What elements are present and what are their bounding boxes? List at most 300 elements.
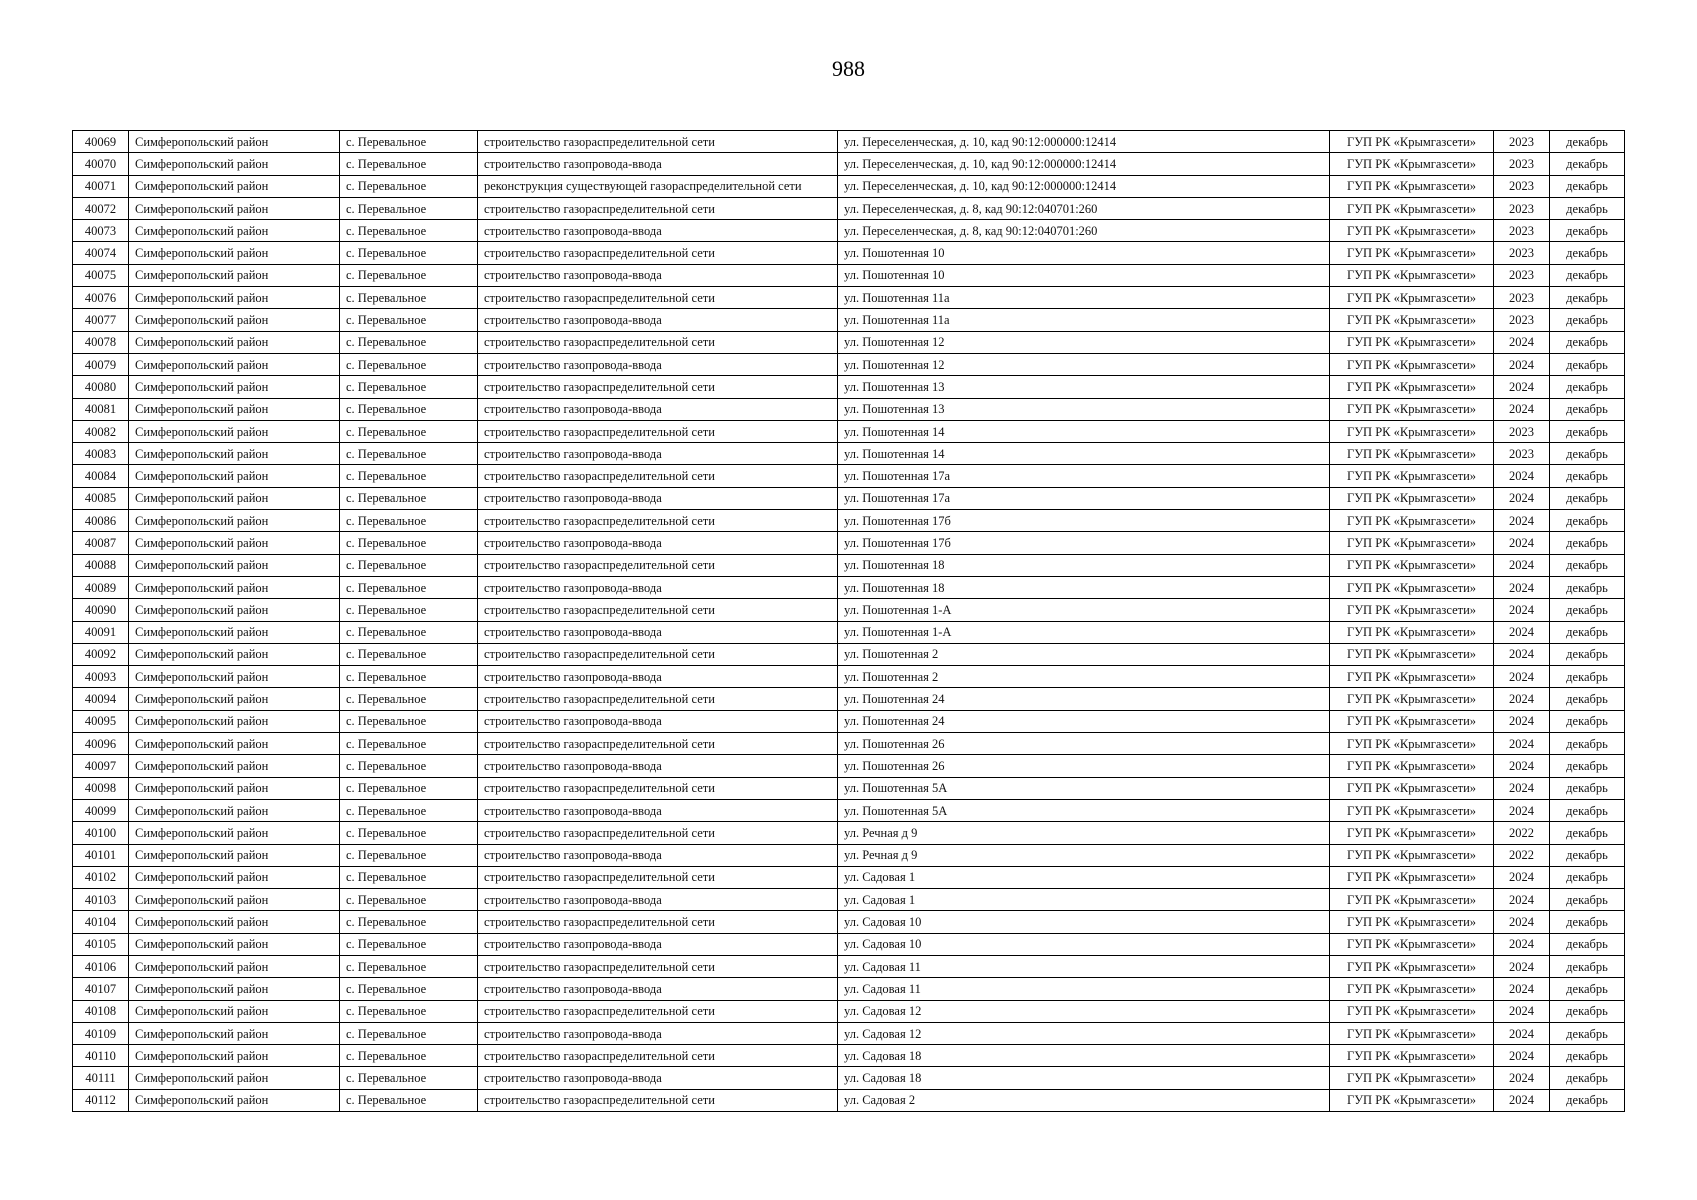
cell-year: 2024 [1494,331,1550,353]
cell-district: Симферопольский район [129,1067,340,1089]
cell-locality: с. Перевальное [340,599,478,621]
cell-address: ул. Пошотенная 14 [838,420,1330,442]
table-row [73,822,1625,844]
cell-month: декабрь [1550,844,1625,866]
cell-address: ул. Пошотенная 24 [838,710,1330,732]
cell-work-type: строительство газораспределительной сети [478,955,838,977]
cell-address: ул. Пошотенная 13 [838,398,1330,420]
cell-number: 40101 [73,844,129,866]
cell-work-type: строительство газораспределительной сети [478,510,838,532]
cell-work-type: строительство газораспределительной сети [478,1000,838,1022]
table-row [73,1000,1625,1022]
cell-organization: ГУП РК «Крымгазсети» [1330,621,1494,643]
cell-district: Симферопольский район [129,353,340,375]
cell-year: 2024 [1494,487,1550,509]
table-row [73,710,1625,732]
cell-organization: ГУП РК «Крымгазсети» [1330,465,1494,487]
cell-address: ул. Переселенческая, д. 10, кад 90:12:000000:12414 [838,175,1330,197]
table-row [73,376,1625,398]
cell-organization: ГУП РК «Крымгазсети» [1330,220,1494,242]
cell-organization: ГУП РК «Крымгазсети» [1330,197,1494,219]
cell-locality: с. Перевальное [340,420,478,442]
cell-month: декабрь [1550,1089,1625,1111]
cell-address: ул. Садовая 11 [838,978,1330,1000]
table-row [73,242,1625,264]
cell-year: 2023 [1494,420,1550,442]
cell-year: 2024 [1494,755,1550,777]
cell-month: декабрь [1550,554,1625,576]
cell-year: 2022 [1494,822,1550,844]
cell-month: декабрь [1550,933,1625,955]
cell-address: ул. Садовая 12 [838,1022,1330,1044]
cell-month: декабрь [1550,1000,1625,1022]
cell-year: 2024 [1494,621,1550,643]
table-row [73,777,1625,799]
cell-work-type: реконструкция существующей газораспределительной сети [478,175,838,197]
table-row [73,420,1625,442]
cell-month: декабрь [1550,822,1625,844]
cell-year: 2024 [1494,933,1550,955]
cell-year: 2024 [1494,866,1550,888]
cell-address: ул. Пошотенная 24 [838,688,1330,710]
cell-district: Симферопольский район [129,465,340,487]
cell-district: Симферопольский район [129,933,340,955]
cell-organization: ГУП РК «Крымгазсети» [1330,175,1494,197]
cell-district: Симферопольский район [129,331,340,353]
cell-locality: с. Перевальное [340,331,478,353]
cell-number: 40098 [73,777,129,799]
cell-district: Симферопольский район [129,220,340,242]
cell-work-type: строительство газопровода-ввода [478,532,838,554]
cell-organization: ГУП РК «Крымгазсети» [1330,353,1494,375]
cell-district: Симферопольский район [129,242,340,264]
cell-year: 2024 [1494,978,1550,1000]
cell-address: ул. Пошотенная 17б [838,510,1330,532]
cell-address: ул. Пошотенная 26 [838,755,1330,777]
cell-work-type: строительство газораспределительной сети [478,376,838,398]
cell-number: 40090 [73,599,129,621]
cell-organization: ГУП РК «Крымгазсети» [1330,844,1494,866]
cell-district: Симферопольский район [129,866,340,888]
cell-district: Симферопольский район [129,955,340,977]
cell-organization: ГУП РК «Крымгазсети» [1330,309,1494,331]
cell-month: декабрь [1550,353,1625,375]
cell-organization: ГУП РК «Крымгазсети» [1330,710,1494,732]
registry-table-body [73,131,1625,1112]
cell-year: 2023 [1494,242,1550,264]
cell-organization: ГУП РК «Крымгазсети» [1330,733,1494,755]
cell-month: декабрь [1550,175,1625,197]
cell-locality: с. Перевальное [340,822,478,844]
cell-locality: с. Перевальное [340,220,478,242]
cell-organization: ГУП РК «Крымгазсети» [1330,978,1494,1000]
cell-month: декабрь [1550,955,1625,977]
cell-address: ул. Пошотенная 12 [838,331,1330,353]
table-row [73,688,1625,710]
cell-address: ул. Пошотенная 26 [838,733,1330,755]
cell-organization: ГУП РК «Крымгазсети» [1330,554,1494,576]
cell-address: ул. Садовая 1 [838,889,1330,911]
cell-district: Симферопольский район [129,153,340,175]
table-row [73,576,1625,598]
cell-number: 40107 [73,978,129,1000]
cell-organization: ГУП РК «Крымгазсети» [1330,443,1494,465]
cell-locality: с. Перевальное [340,621,478,643]
cell-year: 2024 [1494,510,1550,532]
cell-work-type: строительство газораспределительной сети [478,465,838,487]
cell-district: Симферопольский район [129,889,340,911]
cell-address: ул. Пошотенная 17а [838,465,1330,487]
cell-locality: с. Перевальное [340,443,478,465]
table-row [73,175,1625,197]
cell-organization: ГУП РК «Крымгазсети» [1330,599,1494,621]
cell-year: 2024 [1494,576,1550,598]
cell-month: декабрь [1550,220,1625,242]
cell-year: 2024 [1494,889,1550,911]
cell-month: декабрь [1550,510,1625,532]
table-row [73,799,1625,821]
cell-month: декабрь [1550,465,1625,487]
cell-address: ул. Переселенческая, д. 10, кад 90:12:000000:12414 [838,153,1330,175]
cell-address: ул. Садовая 10 [838,911,1330,933]
table-row [73,353,1625,375]
cell-locality: с. Перевальное [340,353,478,375]
cell-organization: ГУП РК «Крымгазсети» [1330,1067,1494,1089]
table-row [73,643,1625,665]
cell-number: 40070 [73,153,129,175]
cell-work-type: строительство газопровода-ввода [478,889,838,911]
cell-locality: с. Перевальное [340,777,478,799]
table-row [73,978,1625,1000]
cell-organization: ГУП РК «Крымгазсети» [1330,1089,1494,1111]
cell-work-type: строительство газораспределительной сети [478,1045,838,1067]
cell-organization: ГУП РК «Крымгазсети» [1330,242,1494,264]
cell-month: декабрь [1550,532,1625,554]
cell-locality: с. Перевальное [340,287,478,309]
cell-organization: ГУП РК «Крымгазсети» [1330,1022,1494,1044]
cell-work-type: строительство газопровода-ввода [478,309,838,331]
table-row [73,487,1625,509]
cell-district: Симферопольский район [129,978,340,1000]
cell-number: 40106 [73,955,129,977]
cell-number: 40095 [73,710,129,732]
cell-number: 40077 [73,309,129,331]
cell-locality: с. Перевальное [340,978,478,1000]
cell-district: Симферопольский район [129,755,340,777]
cell-address: ул. Пошотенная 1-А [838,599,1330,621]
cell-work-type: строительство газораспределительной сети [478,599,838,621]
cell-locality: с. Перевальное [340,153,478,175]
cell-month: декабрь [1550,1067,1625,1089]
cell-address: ул. Пошотенная 17а [838,487,1330,509]
cell-district: Симферопольский район [129,131,340,153]
table-row [73,621,1625,643]
cell-number: 40076 [73,287,129,309]
cell-year: 2024 [1494,643,1550,665]
cell-month: декабрь [1550,777,1625,799]
cell-organization: ГУП РК «Крымгазсети» [1330,799,1494,821]
cell-number: 40085 [73,487,129,509]
cell-month: декабрь [1550,1045,1625,1067]
cell-address: ул. Пошотенная 2 [838,666,1330,688]
cell-district: Симферопольский район [129,911,340,933]
cell-district: Симферопольский район [129,643,340,665]
cell-number: 40103 [73,889,129,911]
cell-month: декабрь [1550,666,1625,688]
table-row [73,309,1625,331]
cell-locality: с. Перевальное [340,710,478,732]
cell-organization: ГУП РК «Крымгазсети» [1330,287,1494,309]
cell-organization: ГУП РК «Крымгазсети» [1330,398,1494,420]
cell-address: ул. Пошотенная 10 [838,242,1330,264]
cell-month: декабрь [1550,420,1625,442]
cell-district: Симферопольский район [129,1089,340,1111]
cell-number: 40084 [73,465,129,487]
cell-year: 2024 [1494,353,1550,375]
table-row [73,510,1625,532]
cell-organization: ГУП РК «Крымгазсети» [1330,955,1494,977]
cell-locality: с. Перевальное [340,688,478,710]
cell-year: 2024 [1494,532,1550,554]
cell-year: 2024 [1494,710,1550,732]
cell-number: 40083 [73,443,129,465]
cell-year: 2024 [1494,955,1550,977]
cell-year: 2024 [1494,799,1550,821]
cell-organization: ГУП РК «Крымгазсети» [1330,376,1494,398]
cell-district: Симферопольский район [129,197,340,219]
table-row [73,889,1625,911]
cell-month: декабрь [1550,487,1625,509]
cell-address: ул. Садовая 1 [838,866,1330,888]
cell-organization: ГУП РК «Крымгазсети» [1330,866,1494,888]
cell-locality: с. Перевальное [340,398,478,420]
cell-organization: ГУП РК «Крымгазсети» [1330,1000,1494,1022]
cell-locality: с. Перевальное [340,799,478,821]
cell-district: Симферопольский район [129,376,340,398]
cell-address: ул. Пошотенная 5А [838,799,1330,821]
table-row [73,532,1625,554]
cell-work-type: строительство газораспределительной сети [478,688,838,710]
cell-district: Симферопольский район [129,822,340,844]
table-row [73,197,1625,219]
cell-organization: ГУП РК «Крымгазсети» [1330,822,1494,844]
cell-locality: с. Перевальное [340,666,478,688]
cell-organization: ГУП РК «Крымгазсети» [1330,1045,1494,1067]
cell-work-type: строительство газораспределительной сети [478,911,838,933]
cell-organization: ГУП РК «Крымгазсети» [1330,131,1494,153]
cell-work-type: строительство газопровода-ввода [478,264,838,286]
cell-number: 40102 [73,866,129,888]
cell-year: 2024 [1494,599,1550,621]
cell-number: 40096 [73,733,129,755]
cell-work-type: строительство газораспределительной сети [478,554,838,576]
cell-district: Симферопольский район [129,554,340,576]
cell-locality: с. Перевальное [340,532,478,554]
cell-district: Симферопольский район [129,733,340,755]
cell-year: 2023 [1494,153,1550,175]
table-row [73,264,1625,286]
cell-district: Симферопольский район [129,1045,340,1067]
cell-district: Симферопольский район [129,309,340,331]
cell-year: 2024 [1494,1000,1550,1022]
cell-number: 40093 [73,666,129,688]
table-row [73,220,1625,242]
cell-organization: ГУП РК «Крымгазсети» [1330,688,1494,710]
cell-month: декабрь [1550,911,1625,933]
cell-district: Симферопольский район [129,688,340,710]
cell-locality: с. Перевальное [340,264,478,286]
cell-locality: с. Перевальное [340,889,478,911]
cell-year: 2024 [1494,376,1550,398]
cell-district: Симферопольский район [129,175,340,197]
cell-year: 2023 [1494,197,1550,219]
cell-locality: с. Перевальное [340,955,478,977]
cell-address: ул. Садовая 10 [838,933,1330,955]
cell-district: Симферопольский район [129,621,340,643]
cell-year: 2024 [1494,688,1550,710]
table-row [73,465,1625,487]
cell-locality: с. Перевальное [340,376,478,398]
cell-number: 40079 [73,353,129,375]
cell-month: декабрь [1550,978,1625,1000]
cell-organization: ГУП РК «Крымгазсети» [1330,643,1494,665]
table-row [73,599,1625,621]
cell-year: 2022 [1494,844,1550,866]
cell-year: 2023 [1494,287,1550,309]
cell-district: Симферопольский район [129,777,340,799]
cell-address: ул. Пошотенная 5А [838,777,1330,799]
cell-organization: ГУП РК «Крымгазсети» [1330,331,1494,353]
cell-organization: ГУП РК «Крымгазсети» [1330,889,1494,911]
cell-number: 40092 [73,643,129,665]
cell-organization: ГУП РК «Крымгазсети» [1330,487,1494,509]
cell-organization: ГУП РК «Крымгазсети» [1330,532,1494,554]
cell-number: 40074 [73,242,129,264]
cell-work-type: строительство газопровода-ввода [478,1067,838,1089]
table-row [73,911,1625,933]
cell-work-type: строительство газораспределительной сети [478,777,838,799]
cell-address: ул. Пошотенная 14 [838,443,1330,465]
table-row [73,554,1625,576]
cell-number: 40080 [73,376,129,398]
cell-number: 40072 [73,197,129,219]
cell-number: 40099 [73,799,129,821]
cell-work-type: строительство газопровода-ввода [478,353,838,375]
cell-work-type: строительство газопровода-ввода [478,487,838,509]
cell-work-type: строительство газораспределительной сети [478,822,838,844]
cell-month: декабрь [1550,599,1625,621]
table-row [73,866,1625,888]
cell-district: Симферопольский район [129,799,340,821]
cell-number: 40088 [73,554,129,576]
cell-number: 40073 [73,220,129,242]
cell-year: 2023 [1494,131,1550,153]
cell-work-type: строительство газопровода-ввода [478,666,838,688]
cell-district: Симферопольский район [129,599,340,621]
cell-address: ул. Пошотенная 11а [838,287,1330,309]
cell-work-type: строительство газопровода-ввода [478,443,838,465]
cell-number: 40105 [73,933,129,955]
cell-month: декабрь [1550,287,1625,309]
cell-organization: ГУП РК «Крымгазсети» [1330,933,1494,955]
cell-number: 40082 [73,420,129,442]
cell-locality: с. Перевальное [340,1045,478,1067]
cell-work-type: строительство газопровода-ввода [478,799,838,821]
cell-organization: ГУП РК «Крымгазсети» [1330,264,1494,286]
cell-district: Симферопольский район [129,443,340,465]
cell-work-type: строительство газораспределительной сети [478,197,838,219]
cell-month: декабрь [1550,576,1625,598]
cell-locality: с. Перевальное [340,643,478,665]
cell-number: 40087 [73,532,129,554]
cell-year: 2023 [1494,309,1550,331]
table-row [73,933,1625,955]
cell-locality: с. Перевальное [340,576,478,598]
cell-work-type: строительство газораспределительной сети [478,242,838,264]
cell-address: ул. Садовая 11 [838,955,1330,977]
cell-locality: с. Перевальное [340,1089,478,1111]
cell-year: 2024 [1494,777,1550,799]
cell-address: ул. Переселенческая, д. 10, кад 90:12:000000:12414 [838,131,1330,153]
cell-number: 40086 [73,510,129,532]
cell-year: 2024 [1494,554,1550,576]
cell-locality: с. Перевальное [340,911,478,933]
table-row [73,1022,1625,1044]
cell-work-type: строительство газопровода-ввода [478,398,838,420]
cell-organization: ГУП РК «Крымгазсети» [1330,911,1494,933]
page-number: 988 [832,56,865,81]
cell-year: 2024 [1494,398,1550,420]
table-row [73,131,1625,153]
cell-year: 2023 [1494,175,1550,197]
cell-month: декабрь [1550,242,1625,264]
cell-month: декабрь [1550,331,1625,353]
cell-year: 2024 [1494,465,1550,487]
cell-month: декабрь [1550,443,1625,465]
cell-locality: с. Перевальное [340,197,478,219]
cell-year: 2024 [1494,1045,1550,1067]
cell-locality: с. Перевальное [340,465,478,487]
cell-district: Симферопольский район [129,264,340,286]
cell-number: 40069 [73,131,129,153]
cell-number: 40091 [73,621,129,643]
cell-work-type: строительство газораспределительной сети [478,643,838,665]
cell-locality: с. Перевальное [340,309,478,331]
cell-number: 40089 [73,576,129,598]
cell-locality: с. Перевальное [340,933,478,955]
cell-month: декабрь [1550,799,1625,821]
cell-number: 40094 [73,688,129,710]
cell-year: 2024 [1494,1089,1550,1111]
cell-year: 2024 [1494,733,1550,755]
cell-locality: с. Перевальное [340,1000,478,1022]
cell-district: Симферопольский район [129,287,340,309]
cell-address: ул. Садовая 12 [838,1000,1330,1022]
cell-locality: с. Перевальное [340,733,478,755]
table-row [73,1067,1625,1089]
cell-number: 40100 [73,822,129,844]
cell-work-type: строительство газораспределительной сети [478,287,838,309]
cell-number: 40111 [73,1067,129,1089]
cell-locality: с. Перевальное [340,866,478,888]
cell-work-type: строительство газопровода-ввода [478,755,838,777]
table-row [73,153,1625,175]
cell-work-type: строительство газопровода-ввода [478,621,838,643]
cell-year: 2024 [1494,666,1550,688]
cell-organization: ГУП РК «Крымгазсети» [1330,755,1494,777]
cell-work-type: строительство газопровода-ввода [478,576,838,598]
cell-district: Симферопольский район [129,398,340,420]
